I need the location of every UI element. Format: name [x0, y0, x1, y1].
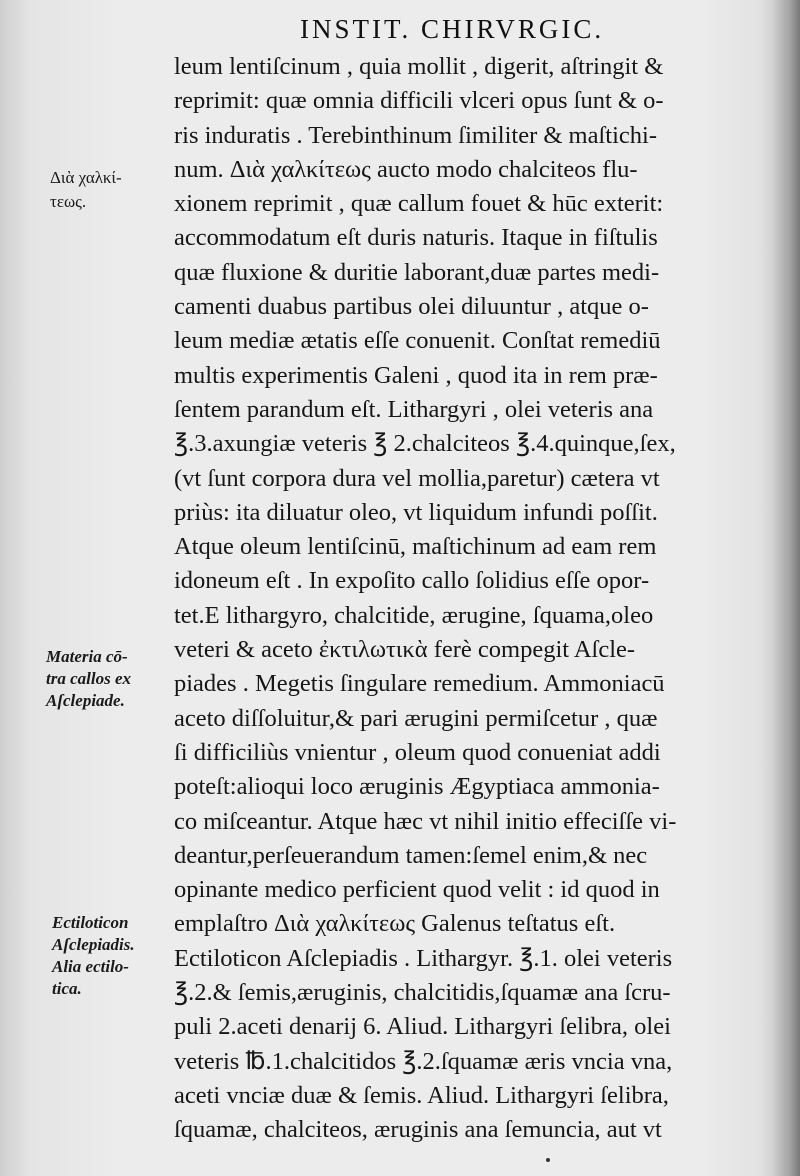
text-line: emplaſtro Διὰ χαλκίτεως Galenus teſtatus eſt.: [174, 910, 616, 938]
margin-note-materia: [46, 646, 131, 712]
text-line: ℥.3.axungiæ veteris ℥ 2.chalciteos ℥.4.quinque,ſex,: [174, 430, 676, 458]
margin-note-line: Aſclepiade.: [46, 691, 125, 710]
text-line: camenti duabus partibus olei diluuntur , atque o-: [174, 293, 649, 321]
margin-note-line: Alia ectilo-: [52, 957, 129, 976]
text-line: veteri & aceto ἐκτιλωτικὰ ferè compegit Aſcle-: [174, 636, 636, 664]
text-line: aceto diſſoluitur,& pari ærugini permiſcetur , quæ: [174, 704, 658, 732]
text-line: veteris ℔.1.chalcitidos ℥.2.ſquamæ æris vncia vna,: [174, 1047, 673, 1075]
text-line: puli 2.aceti denarij 6. Aliud. Lithargyri ſelibra, olei: [174, 1013, 671, 1041]
text-line: Ectiloticon Aſclepiadis . Lithargyr. ℥.1. olei veteris: [174, 944, 673, 972]
margin-note-line: Aſclepiadis.: [52, 935, 135, 954]
text-line: xionem reprimit , quæ callum fouet & hūc exterit:: [174, 190, 664, 218]
margin-note-ectiloticon: [52, 912, 135, 1000]
text-line: ſquamæ, chalciteos, æruginis ana ſemuncia, aut vt: [174, 1116, 662, 1144]
text-line: aceti vnciæ duæ & ſemis. Aliud. Lithargyri ſelibra,: [174, 1081, 669, 1109]
text-line: ſentem parandum eſt. Lithargyri , olei veteris ana: [174, 395, 654, 423]
running-head: INSTIT. CHIRVRGIC.: [300, 14, 605, 44]
text-line: accommodatum eſt duris naturis. Itaque in fiſtulis: [174, 224, 658, 252]
margin-note-line: Ectiloticon: [52, 913, 129, 932]
margin-note-greek: [50, 166, 122, 214]
text-line: co miſceantur. Atque hæc vt nihil initio effeciſſe vi-: [174, 807, 677, 835]
margin-note-line: tica.: [52, 979, 82, 998]
text-line: opinante medico perficient quod velit : id quod in: [174, 876, 660, 904]
ink-dot-mark: [546, 1158, 550, 1162]
text-line: reprimit: quæ omnia difficili vlceri opus ſunt & o-: [174, 87, 664, 115]
text-line: Atque oleum lentiſcinū, maſtichinum ad eam rem: [174, 533, 657, 561]
text-line: idoneum eſt . In expoſito callo ſolidius eſſe opor-: [174, 567, 650, 595]
text-line: multis experimentis Galeni , quod ita in rem præ-: [174, 361, 658, 389]
text-line: deantur,perſeuerandum tamen:ſemel enim,& nec: [174, 841, 648, 869]
body-text: [174, 50, 742, 1148]
margin-note-line: tra callos ex: [46, 669, 131, 688]
text-line: priùs: ita diluatur oleo, vt liquidum infundi poſſit.: [174, 498, 658, 526]
marginalia-column: [0, 0, 170, 1176]
text-line: leum mediæ ætatis eſſe conuenit. Conſtat remediū: [174, 327, 661, 355]
text-line: piades . Megetis ſingulare remedium. Ammoniacū: [174, 670, 665, 698]
text-line: tet.E lithargyro, chalcitide, ærugine, ſquama,oleo: [174, 601, 654, 629]
text-line: ℥.2.& ſemis,æruginis, chalcitidis,ſquamæ ana ſcru-: [174, 979, 671, 1007]
text-line: ris induratis . Terebinthinum ſimiliter & maſtichi-: [174, 121, 657, 149]
text-line: (vt ſunt corpora dura vel mollia,paretur) cætera vt: [174, 464, 660, 492]
text-line: poteſt:alioqui loco æruginis Ægyptiaca ammonia-: [174, 773, 660, 801]
text-line: leum lentiſcinum , quia mollit , digerit, aſtringit &: [174, 53, 664, 80]
margin-note-line: Διὰ χαλκί-: [50, 168, 122, 187]
page-edge-shadow: [772, 0, 800, 1176]
text-line: num. Διὰ χαλκίτεως aucto modo chalciteos flu-: [174, 155, 638, 183]
margin-note-line: τεως.: [50, 192, 87, 211]
text-line: quæ fluxione & duritie laborant,duæ partes medi-: [174, 258, 660, 286]
margin-note-line: Materia cō-: [46, 647, 128, 666]
text-line: ſi difficiliùs vnientur , oleum quod conueniat addi: [174, 738, 661, 766]
